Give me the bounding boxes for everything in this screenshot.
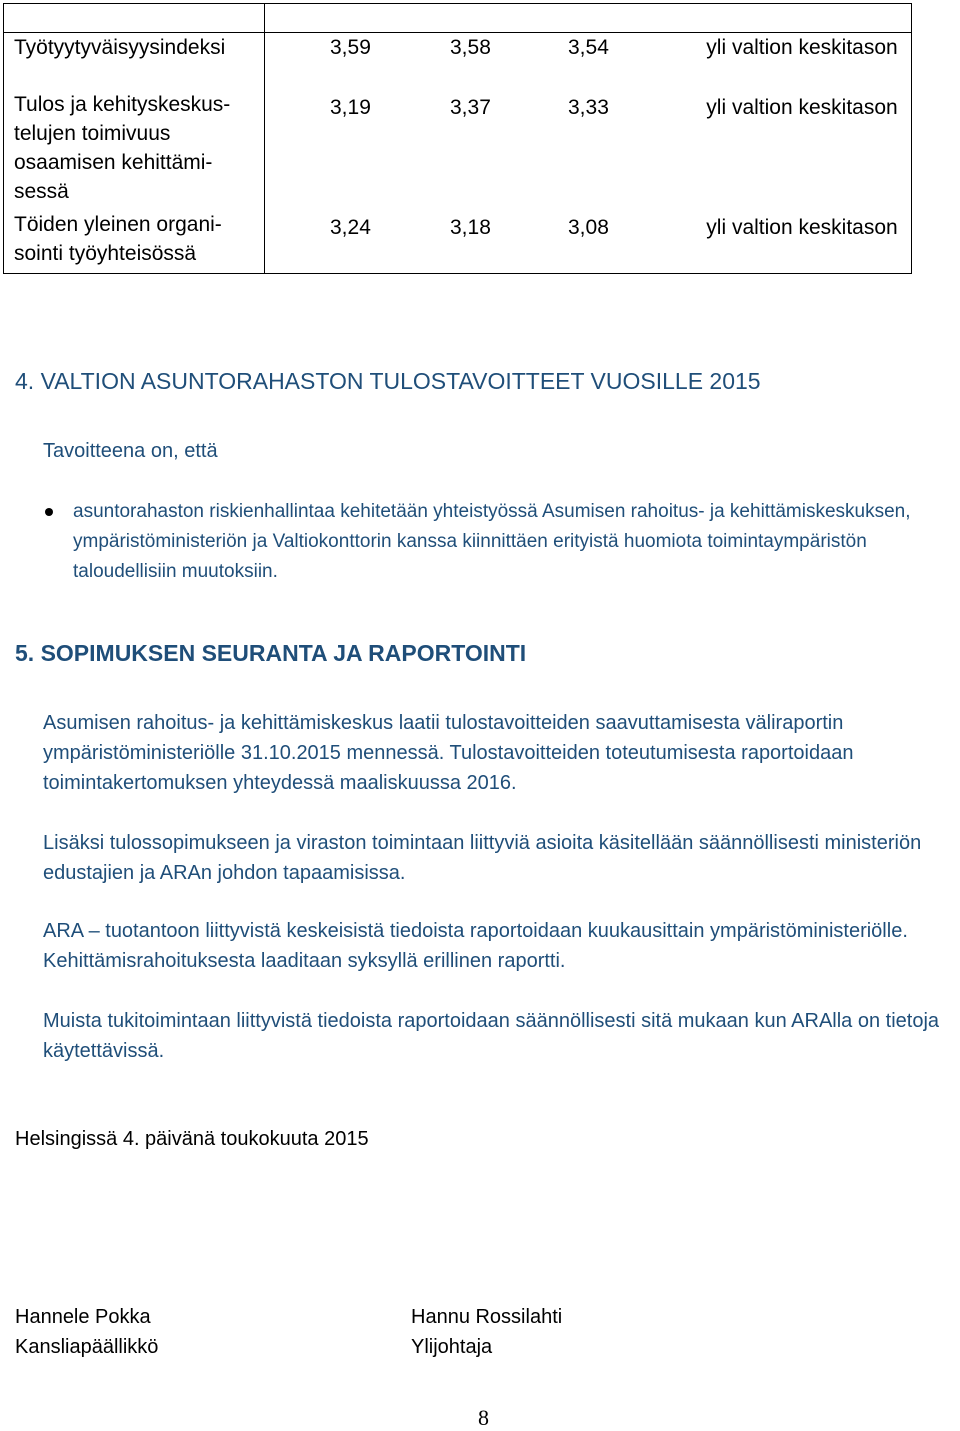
values-row-2 <box>265 93 911 213</box>
section-5-paragraph-3: ARA – tuotantoon liittyvistä keskeisistä tiedoista raportoidaan kuukausittain ympäristöministeriölle. Kehittämisrahoituksesta laaditaan syksyllä erillinen raportti. <box>43 920 908 972</box>
value-2015: 3,54 <box>568 36 609 59</box>
table-header-row <box>4 4 912 33</box>
section-5-paragraph-4: Muista tukitoimintaan liittyvistä tiedoista raportoidaan säännöllisesti sitä mukaan kun ARAlla on tietoja käytettävissä. <box>43 1010 940 1062</box>
results-table <box>3 3 912 274</box>
bullet-text: asuntorahaston riskienhallintaa kehitetään yhteistyössä Asumisen rahoitus- ja kehittämiskeskuksen, ympäristöministeriön ja Valtiokonttorin kanssa kiinnittäen erityistä huomiota toimintaympäristön taloudellisiin muutoksiin. <box>73 501 911 582</box>
value-2013: 3,19 <box>330 96 371 119</box>
value-2014: 3,37 <box>450 96 491 119</box>
row-values-cell <box>265 33 912 274</box>
signer-1-title: Kansliapäällikkö <box>15 1336 159 1358</box>
value-2014: 3,18 <box>450 216 491 239</box>
table-row <box>4 33 912 274</box>
value-2015: 3,08 <box>568 216 609 239</box>
status-text: yli valtion keskitason <box>706 96 898 119</box>
section-4-heading: 4. VALTION ASUNTORAHASTON TULOSTAVOITTEET VUOSILLE 2015 <box>15 368 761 394</box>
value-2013: 3,59 <box>330 36 371 59</box>
place-and-date: Helsingissä 4. päivänä toukokuuta 2015 <box>15 1128 369 1150</box>
section-4-intro: Tavoitteena on, että <box>43 440 218 462</box>
signer-2-name: Hannu Rossilahti <box>411 1306 563 1328</box>
values-grid <box>265 33 911 271</box>
status-text: yli valtion keskitason <box>706 216 898 239</box>
signer-2-title: Ylijohtaja <box>411 1336 493 1358</box>
values-row-1 <box>265 33 911 93</box>
signer-1-name: Hannele Pokka <box>15 1306 151 1328</box>
section-5-paragraph-2: Lisäksi tulossopimukseen ja viraston toimintaan liittyviä asioita käsitellään säännöllisesti ministeriön edustajien ja ARAn johdon tapaamisissa. <box>43 832 922 884</box>
row-labels-cell <box>4 33 265 274</box>
value-2015: 3,33 <box>568 96 609 119</box>
row-label-3: Töiden yleinen organi-sointi työyhteisössä <box>14 213 222 265</box>
table-header-blank-label <box>4 4 265 33</box>
status-text: yli valtion keskitason <box>706 36 898 59</box>
section-4-bullets <box>43 497 958 587</box>
value-2013: 3,24 <box>330 216 371 239</box>
page-number: 8 <box>478 1405 489 1430</box>
list-item <box>43 497 958 587</box>
table-header-blank <box>265 4 912 33</box>
value-2014: 3,58 <box>450 36 491 59</box>
section-5-paragraph-1: Asumisen rahoitus- ja kehittämiskeskus laatii tulostavoitteiden saavuttamisesta väliraportin ympäristöministeriölle 31.10.2015 mennessä. Tulostavoitteiden toteutumisesta raportoidaan toimintakertomuksen yhteydessä maaliskuussa 2016. <box>43 712 854 794</box>
section-5-heading: 5. SOPIMUKSEN SEURANTA JA RAPORTOINTI <box>15 640 527 666</box>
row-label-2: Tulos ja kehityskeskus-telujen toimivuus osaamisen kehittämi-sessä <box>14 93 231 203</box>
row-label-1: Työtyytyväisyysindeksi <box>14 36 226 59</box>
values-row-3 <box>265 213 911 271</box>
bullet-icon <box>45 508 53 516</box>
